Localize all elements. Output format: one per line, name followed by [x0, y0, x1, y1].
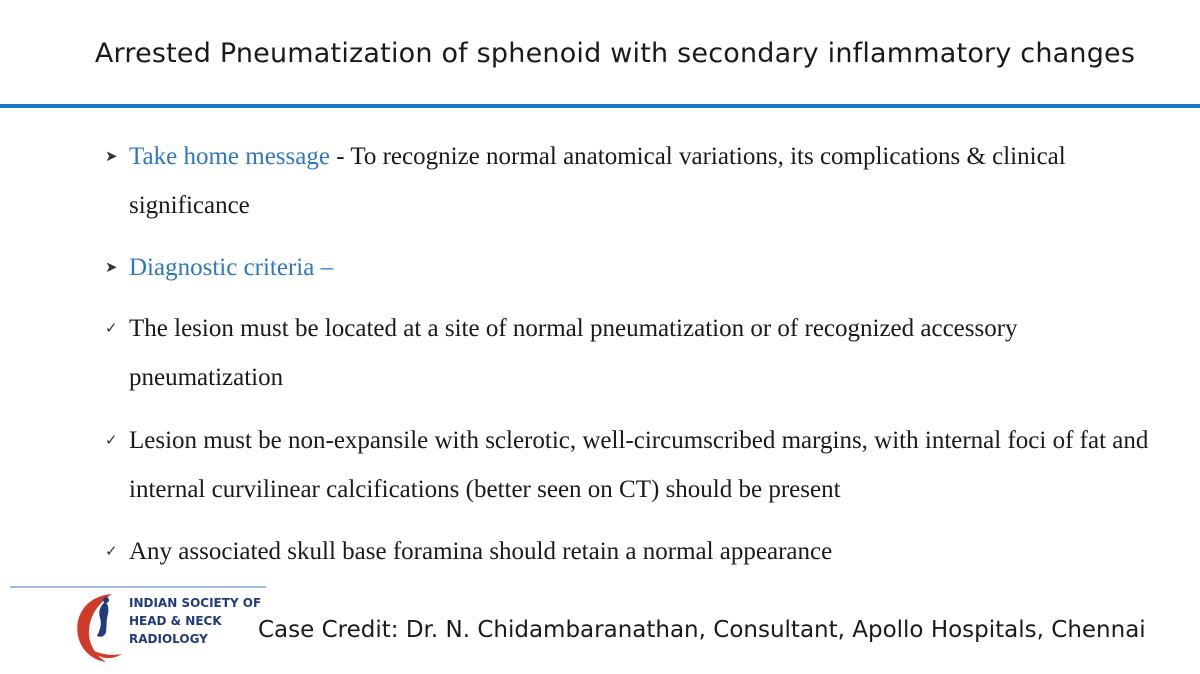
slide-title: Arrested Pneumatization of sphenoid with secondary inflammatory changes — [94, 38, 1136, 69]
checkmark-bullet-icon: ✓ — [105, 319, 118, 337]
checkmark-bullet-icon: ✓ — [105, 431, 118, 449]
bullet-diagnostic-criteria — [105, 243, 1165, 292]
bullet-criterion-margins — [105, 416, 1165, 514]
checkmark-bullet-icon: ✓ — [105, 542, 118, 560]
bullet-criterion-location — [105, 304, 1165, 402]
bullet-text: Any associated skull base foramina should retain a normal appearance — [129, 538, 833, 565]
bullet-text: Lesion must be non-expansile with sclerotic, well-circumscribed margins, with internal foci of fat and internal curvilinear calcifications (better seen on CT) should be present — [129, 427, 1149, 503]
arrowhead-bullet-icon: ➤ — [105, 258, 118, 276]
case-credit: Case Credit: Dr. N. Chidambaranathan, Consultant, Apollo Hospitals, Chennai — [258, 617, 1146, 643]
bullet-label: Take home message — [129, 143, 330, 170]
logo-line: RADIOLOGY — [129, 632, 208, 646]
bullet-take-home — [105, 132, 1165, 230]
logo-line: INDIAN SOCIETY OF — [129, 596, 262, 610]
bullet-text: The lesion must be located at a site of normal pneumatization or of recognized accessory pneumatization — [129, 315, 1018, 391]
ishnr-logo-icon — [72, 590, 128, 664]
bullet-criterion-foramina — [105, 527, 1165, 576]
logo-line: HEAD & NECK — [129, 614, 222, 628]
bullet-label: Diagnostic criteria – — [129, 254, 334, 281]
footer-divider — [10, 586, 266, 588]
bullet-text: - To recognize normal anatomical variations, its complications & clinical significance — [129, 143, 1066, 219]
society-logo-text — [129, 594, 261, 648]
arrowhead-bullet-icon: ➤ — [105, 147, 118, 165]
